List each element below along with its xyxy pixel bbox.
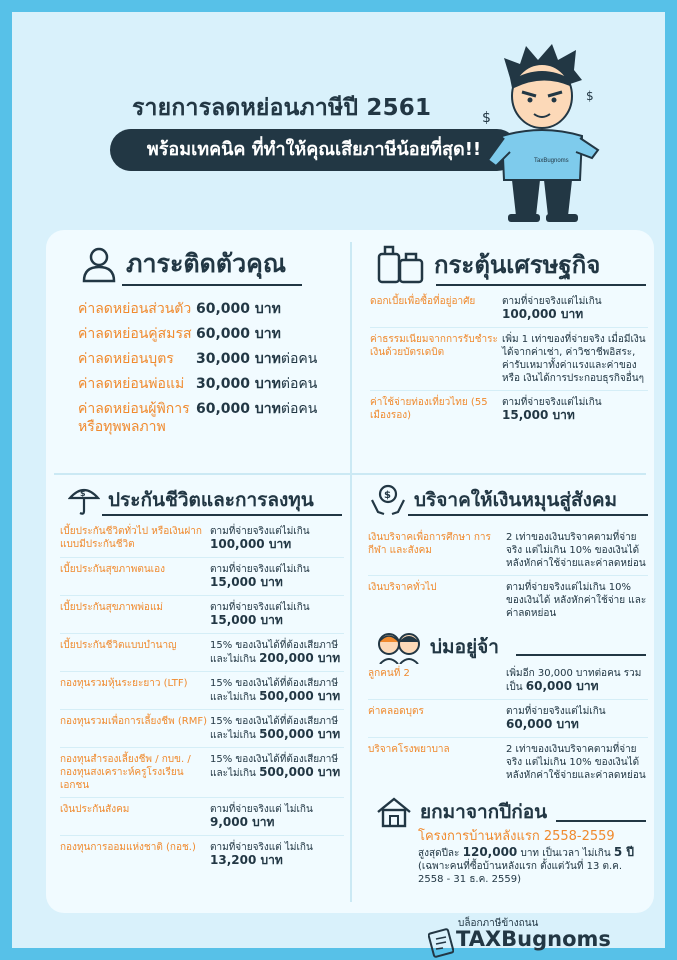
item-label: เบี้ยประกันสุขภาพพ่อแม่ <box>60 602 163 613</box>
list-item <box>60 634 344 672</box>
vertical-divider <box>350 242 352 902</box>
children-heading <box>376 630 499 664</box>
list-item <box>78 350 338 368</box>
carryover-block <box>418 830 648 886</box>
donation-list <box>368 526 648 625</box>
item-value: 15% ของเงินได้ที่ต้องเสียภาษี และไม่เกิน 500,000 บาท <box>210 678 341 703</box>
brand-logo <box>428 916 638 960</box>
item-label: เงินบริจาคเพื่อการศึกษา การกีฬา และสังคม <box>368 532 491 556</box>
donation-heading <box>370 484 617 516</box>
item-value: ตามที่จ่ายจริงแต่ไม่เกิน 100,000 บาท <box>502 296 602 321</box>
svg-text:$: $ <box>80 489 86 498</box>
item-label: ค่าใช้จ่ายท่องเที่ยวไทย (55 เมืองรอง) <box>370 397 488 421</box>
item-value: ตามที่จ่ายจริงแต่ ไม่เกิน 13,200 บาท <box>210 842 313 867</box>
item-value: ตามที่จ่ายจริงแต่ไม่เกิน 10% ของเงินได้ หลังหักค่าใช้จ่าย และค่าลดหย่อน <box>506 582 647 619</box>
list-item <box>60 520 344 558</box>
children-underline <box>516 654 646 656</box>
carryover-line1: สูงสุดปีละ 120,000 บาท เป็นเวลา ไม่เกิน 5 ปี <box>418 845 635 859</box>
item-label: กองทุนรวมหุ้นระยะยาว (LTF) <box>60 678 188 689</box>
list-item <box>370 391 648 428</box>
economy-underline <box>436 284 646 286</box>
list-item <box>78 325 338 343</box>
carryover-line2: (เฉพาะคนที่ซื้อบ้านหลังแรก ตั้งแต่วันที่ 13 ต.ค. 2558 - 31 ธ.ค. 2559) <box>418 861 623 885</box>
mascot-shirt-text: TaxBugnoms <box>534 158 569 164</box>
insurance-heading-text: ประกันชีวิตและการลงทุน <box>108 489 314 511</box>
insurance-underline <box>102 514 342 516</box>
item-label: ค่าลดหย่อนพ่อแม่ <box>78 376 185 392</box>
brand-name: TAXBugnoms <box>456 927 611 951</box>
children-heading-text: บ่มอยู่จ้า <box>430 636 499 658</box>
item-label: ลูกคนที่ 2 <box>368 668 410 679</box>
horizontal-divider <box>54 473 646 475</box>
house-icon <box>376 796 412 828</box>
item-value: 30,000 บาทต่อคน <box>196 376 318 392</box>
receipt-icon <box>428 928 454 958</box>
personal-underline <box>122 284 302 286</box>
item-value: ตามที่จ่ายจริงแต่ไม่เกิน 60,000 บาท <box>506 706 606 731</box>
donation-underline <box>408 514 648 516</box>
item-label: กองทุนสำรองเลี้ยงชีพ / กบข. /กองทุนสงเคราะห์ครูโรงเรียนเอกชน <box>60 754 191 791</box>
umbrella-icon <box>68 484 100 516</box>
list-item <box>370 290 648 328</box>
personal-heading-text: ภาระติดตัวคุณ <box>126 249 287 278</box>
item-value: 15% ของเงินได้ที่ต้องเสียภาษี และไม่เกิน 500,000 บาท <box>210 716 341 741</box>
list-item <box>368 576 648 625</box>
svg-text:$: $ <box>384 490 391 501</box>
person-icon <box>80 245 118 283</box>
list-item <box>60 798 344 836</box>
economy-list <box>370 290 648 428</box>
list-item <box>368 526 648 576</box>
item-value: 60,000 บาท <box>196 301 281 317</box>
item-value: 60,000 บาทต่อคน <box>196 401 318 417</box>
list-item <box>60 672 344 710</box>
personal-heading <box>80 244 286 284</box>
donation-hands-icon <box>370 484 406 516</box>
list-item <box>368 700 648 738</box>
carryover-title: โครงการบ้านหลังแรก 2558-2559 <box>418 829 615 844</box>
item-value: ตามที่จ่ายจริงแต่ไม่เกิน 15,000 บาท <box>210 564 310 589</box>
item-label: ค่าธรรมเนียมจากการรับชำระเงินด้วยบัตรเดบิต <box>370 334 498 358</box>
economy-heading <box>376 244 600 284</box>
item-value: ตามที่จ่ายจริงแต่ไม่เกิน 15,000 บาท <box>502 397 602 422</box>
item-value: ตามที่จ่ายจริงแต่ไม่เกิน 100,000 บาท <box>210 526 310 551</box>
brand-tagline: บล็อกภาษีข้างถนน <box>458 918 539 929</box>
personal-list <box>78 300 338 443</box>
item-value: ตามที่จ่ายจริงแต่ ไม่เกิน 9,000 บาท <box>210 804 313 829</box>
item-value: 30,000 บาทต่อคน <box>196 351 318 367</box>
item-label: ค่าลดหย่อนบุตร <box>78 351 174 367</box>
item-label: เงินประกันสังคม <box>60 804 130 815</box>
list-item <box>78 300 338 318</box>
list-item <box>368 662 648 700</box>
list-item <box>78 400 338 436</box>
svg-text:$: $ <box>586 89 594 103</box>
luggage-icon <box>376 244 426 284</box>
list-item <box>60 710 344 748</box>
item-value: 15% ของเงินได้ที่ต้องเสียภาษี และไม่เกิน 200,000 บาท <box>210 640 341 665</box>
subtitle-banner: พร้อมเทคนิค ที่ทำให้คุณเสียภาษีน้อยที่สุด!! <box>110 129 518 171</box>
list-item <box>60 558 344 596</box>
insurance-heading <box>68 484 314 516</box>
list-item <box>368 738 648 787</box>
item-value: เพิ่ม 1 เท่าของที่จ่ายจริง เมื่อมีเงินได้จากค่าเช่า, ค่าวิชาชีพอิสระ, ค่ารับเหมาทั้งค่าแรงและค่าของ หรือ เงินได้การประกอบธุรกิจอื่นๆ <box>502 334 646 384</box>
insurance-list <box>60 520 344 873</box>
content-card <box>46 230 654 913</box>
item-label: ค่าลดหย่อนส่วนตัว <box>78 301 192 317</box>
economy-heading-text: กระตุ้นเศรษฐกิจ <box>434 250 601 279</box>
mascot-illustration <box>482 40 602 222</box>
item-label: บริจาคโรงพยาบาล <box>368 744 450 755</box>
children-icon <box>376 630 422 664</box>
item-value: 2 เท่าของเงินบริจาคตามที่จ่ายจริง แต่ไม่เกิน 10% ของเงินได้หลังหักค่าใช้จ่ายและค่าลดหย่อน <box>506 744 646 781</box>
item-value: 15% ของเงินได้ที่ต้องเสียภาษี และไม่เกิน 500,000 บาท <box>210 754 341 779</box>
item-value: เพิ่มอีก 30,000 บาทต่อคน รวมเป็น 60,000 บาท <box>506 668 642 693</box>
item-label: เบี้ยประกันสุขภาพตนเอง <box>60 564 165 575</box>
item-label: กองทุนการออมแห่งชาติ (กอช.) <box>60 842 196 853</box>
carryover-underline <box>556 820 646 822</box>
item-label: ดอกเบี้ยเพื่อซื้อที่อยู่อาศัย <box>370 296 476 307</box>
list-item <box>60 748 344 798</box>
item-label: ค่าลดหย่อนคู่สมรส <box>78 326 192 342</box>
svg-text:$: $ <box>482 110 491 126</box>
page-title: รายการลดหย่อนภาษีปี 2561 <box>132 95 432 121</box>
item-label: ค่าลดหย่อนผู้พิการ หรือทุพพลภาพ <box>78 401 190 435</box>
item-value: ตามที่จ่ายจริงแต่ไม่เกิน 15,000 บาท <box>210 602 310 627</box>
item-value: 60,000 บาท <box>196 326 281 342</box>
item-label: ค่าคลอดบุตร <box>368 706 424 717</box>
list-item <box>60 596 344 634</box>
carryover-heading <box>376 796 547 828</box>
item-label: เบี้ยประกันชีวิตแบบบำนาญ <box>60 640 177 651</box>
item-label: เบี้ยประกันชีวิตทั่วไป หรือเงินฝากแบบมีประกันชีวิต <box>60 526 202 550</box>
list-item <box>78 375 338 393</box>
item-value: 2 เท่าของเงินบริจาคตามที่จ่ายจริง แต่ไม่เกิน 10% ของเงินได้หลังหักค่าใช้จ่ายและค่าลดหย่อน <box>506 532 646 569</box>
carryover-heading-text: ยกมาจากปีก่อน <box>420 801 548 823</box>
list-item <box>370 328 648 391</box>
children-list <box>368 662 648 787</box>
donation-heading-text: บริจาคให้เงินหมุนสู่สังคม <box>414 489 618 511</box>
item-label: เงินบริจาคทั่วไป <box>368 582 437 593</box>
item-label: กองทุนรวมเพื่อการเลี้ยงชีพ (RMF) <box>60 716 207 727</box>
list-item <box>60 836 344 873</box>
